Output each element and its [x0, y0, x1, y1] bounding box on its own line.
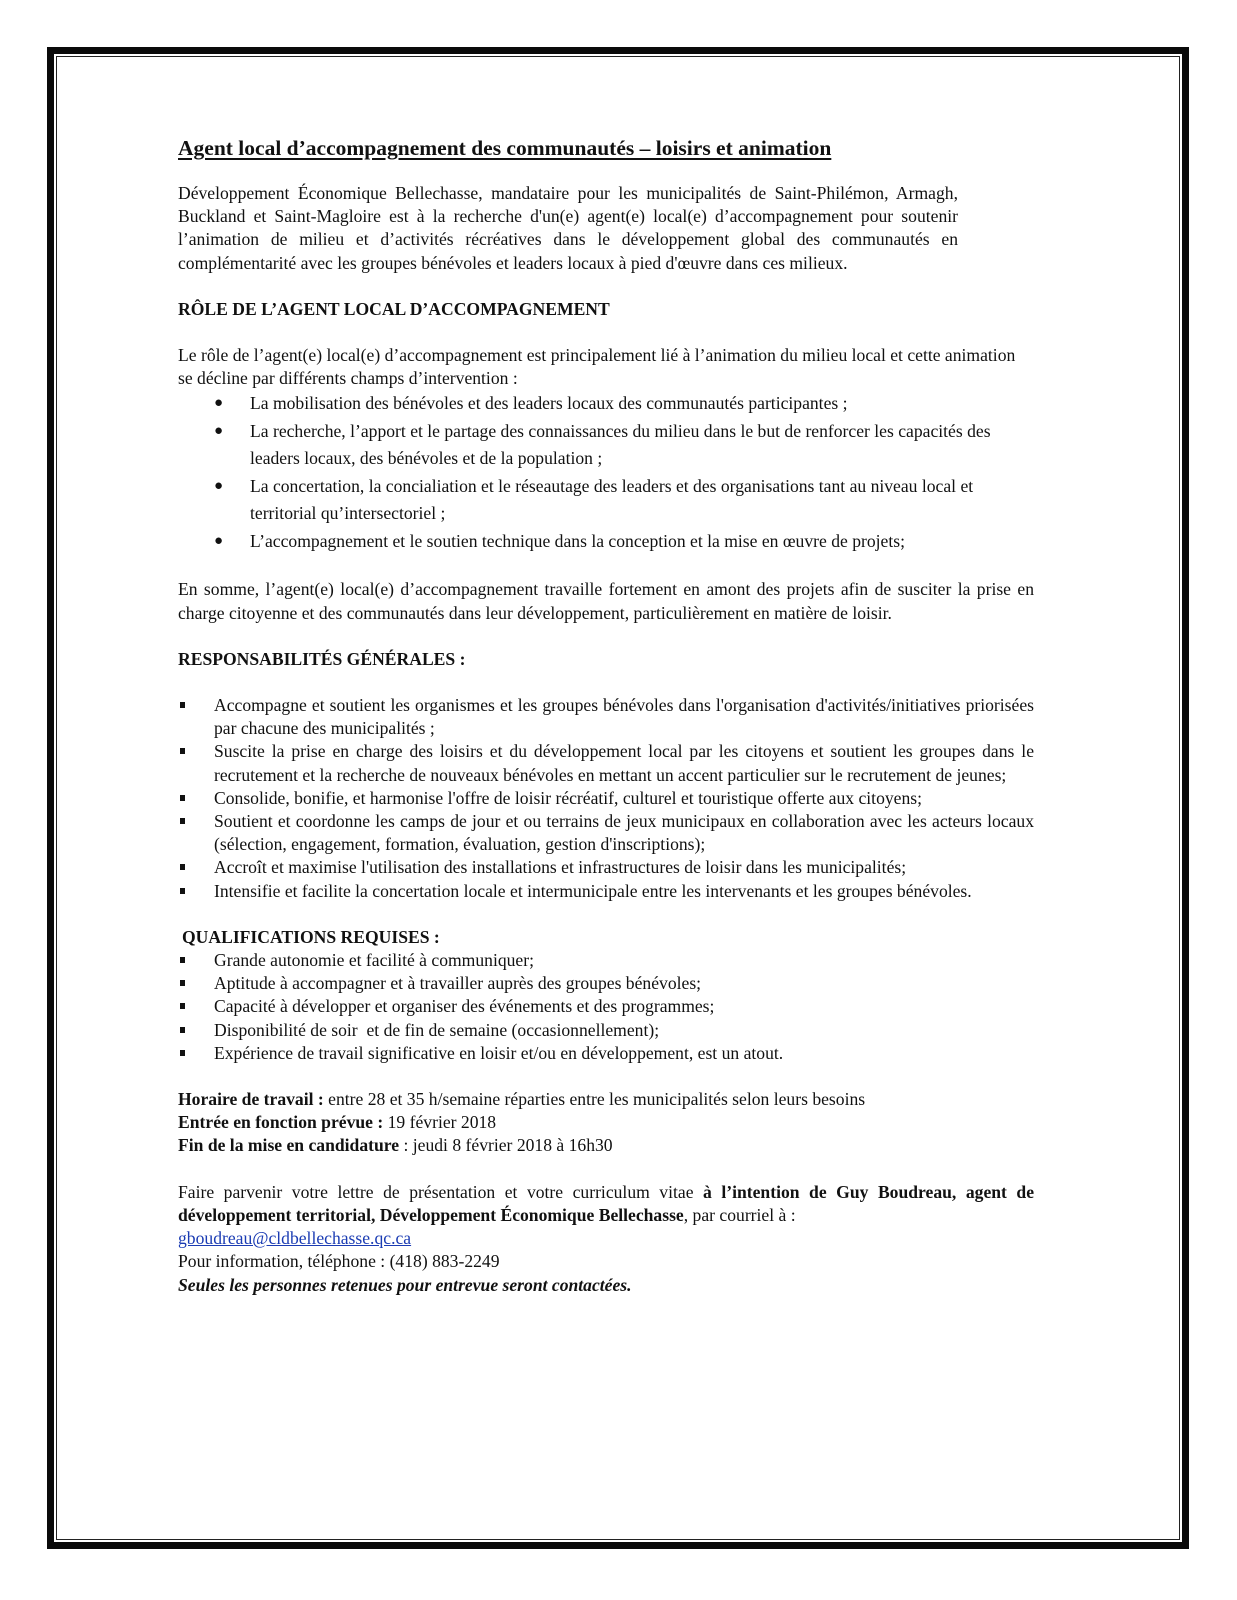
bullet-square-icon [180, 702, 185, 708]
responsibility-item: Intensifie et facilite la concertation locale et intermunicipale entre les intervenants et les groupes bénévoles. [178, 880, 1034, 903]
role-text: Le rôle de l’agent(e) local(e) d’accompagnement est principalement lié à l’animation du milieu local et cette animation se décline par différents champs d’intervention : [178, 345, 1016, 389]
qualification-item: Expérience de travail significative en loisir et/ou en développement, est un atout. [178, 1042, 1034, 1065]
deadline-label: Fin de la mise en candidature [178, 1135, 400, 1156]
bullet-square-icon [180, 1027, 185, 1033]
schedule-label: Horaire de travail : [178, 1089, 324, 1110]
responsibility-item: Accompagne et soutient les organismes et les groupes bénévoles dans l'organisation d'activités/initiatives priorisées par chacune des municipalités ; [178, 694, 1034, 740]
bullet-square-icon [180, 818, 185, 824]
bullet-square-icon [180, 1050, 185, 1056]
qualification-item: Capacité à développer et organiser des événements et des programmes; [178, 995, 1034, 1018]
role-heading: RÔLE DE L’AGENT LOCAL D’ACCOMPAGNEMENT [178, 298, 610, 319]
bullet-square-icon [180, 980, 185, 986]
start-date-label: Entrée en fonction prévue : [178, 1112, 384, 1133]
role-list-item: ● La concertation, la concialiation et le réseautage des leaders et des organisations tant au niveau local et territorial qu’intersectoriel ; [178, 473, 1034, 528]
responsibility-item: Accroît et maximise l'utilisation des installations et infrastructures de loisir dans les municipalités; [178, 856, 1034, 879]
intro-paragraph: Développement Économique Bellechasse, mandataire pour les municipalités de Saint-Philémon, Armagh, Buckland et Saint-Magloire est à la recherche d'un(e) agent(e) local(e) d’accompagnement pour soutenir l’animation de milieu et d’activités récréatives dans le développement global des communautés en complémentarité avec les groupes bénévoles et leaders locaux à pied d'œuvre dans ces milieux. [178, 183, 958, 273]
role-list-item: ● La recherche, l’apport et le partage des connaissances du milieu dans le but de renforcer les capacités des leaders locaux, des bénévoles et de la population ; [178, 418, 1034, 473]
bullet-dot-icon: ● [214, 395, 224, 412]
bullet-dot-icon: ● [214, 477, 224, 494]
qualifications-heading: QUALIFICATIONS REQUISES : [182, 926, 440, 947]
bullet-square-icon [180, 957, 185, 963]
contact-paragraph: Faire parvenir votre lettre de présentation et votre curriculum vitae à l’intention de Guy Boudreau, agent de développement territorial, Développement Économique Bellechasse, par courriel à : [178, 1181, 1034, 1225]
email-line [178, 1227, 1034, 1250]
qualification-item: Grande autonomie et facilité à communiquer; [178, 949, 1034, 972]
role-list [178, 390, 1034, 555]
role-list-item: ● La mobilisation des bénévoles et des leaders locaux des communautés participantes ; [178, 390, 1034, 418]
bullet-dot-icon: ● [214, 422, 224, 439]
responsibility-item: Consolide, bonifie, et harmonise l'offre de loisir récréatif, culturel et touristique offerte aux citoyens; [178, 787, 1034, 810]
contact-recipient: à l’intention de Guy Boudreau, agent de développement territorial, Développement Économique Bellechasse [178, 1181, 1034, 1225]
bullet-square-icon [180, 864, 185, 870]
document-body [178, 133, 1034, 1297]
responsibilities-list [178, 694, 1034, 903]
bullet-square-icon [180, 888, 185, 894]
email-link[interactable]: gboudreau@cldbellechasse.qc.ca [178, 1228, 412, 1249]
deadline-value: : jeudi 8 février 2018 à 16h30 [399, 1135, 613, 1156]
responsibility-item: Suscite la prise en charge des loisirs et du développement local par les citoyens et soutient les groupes dans le recrutement et la recherche de nouveaux bénévoles en mettant un accent particulier sur le recrutement de jeunes; [178, 740, 1034, 786]
role-summary: En somme, l’agent(e) local(e) d’accompagnement travaille fortement en amont des projets afin de susciter la prise en charge citoyenne et des communautés dans leur développement, particulièrement en matière de loisir. [178, 579, 1034, 623]
bullet-square-icon [180, 748, 185, 754]
qualification-item: Disponibilité de soir et de fin de semaine (occasionnellement); [178, 1019, 1034, 1042]
bullet-dot-icon: ● [214, 532, 224, 549]
bullet-square-icon [180, 795, 185, 801]
bullet-square-icon [180, 1003, 185, 1009]
responsibility-item: Soutient et coordonne les camps de jour et ou terrains de jeux municipaux en collaboration avec les acteurs locaux (sélection, engagement, formation, évaluation, gestion d'inscriptions); [178, 810, 1034, 856]
notice-line: Seules les personnes retenues pour entrevue seront contactées. [178, 1274, 632, 1295]
responsibilities-heading: RESPONSABILITÉS GÉNÉRALES : [178, 648, 466, 669]
start-date-value: 19 février 2018 [383, 1112, 497, 1133]
schedule-value: entre 28 et 35 h/semaine réparties entre les municipalités selon leurs besoins [323, 1089, 866, 1110]
document-title: Agent local d’accompagnement des communautés – loisirs et animation [178, 136, 832, 160]
start-date-line [178, 1111, 1034, 1134]
phone-line: Pour information, téléphone : (418) 883-2249 [178, 1251, 500, 1272]
deadline-line [178, 1134, 1034, 1157]
qualifications-list [178, 949, 1034, 1065]
role-list-item: ● L’accompagnement et le soutien technique dans la conception et la mise en œuvre de projets; [178, 528, 1034, 556]
schedule-line [178, 1088, 1034, 1111]
qualification-item: Aptitude à accompagner et à travailler auprès des groupes bénévoles; [178, 972, 1034, 995]
